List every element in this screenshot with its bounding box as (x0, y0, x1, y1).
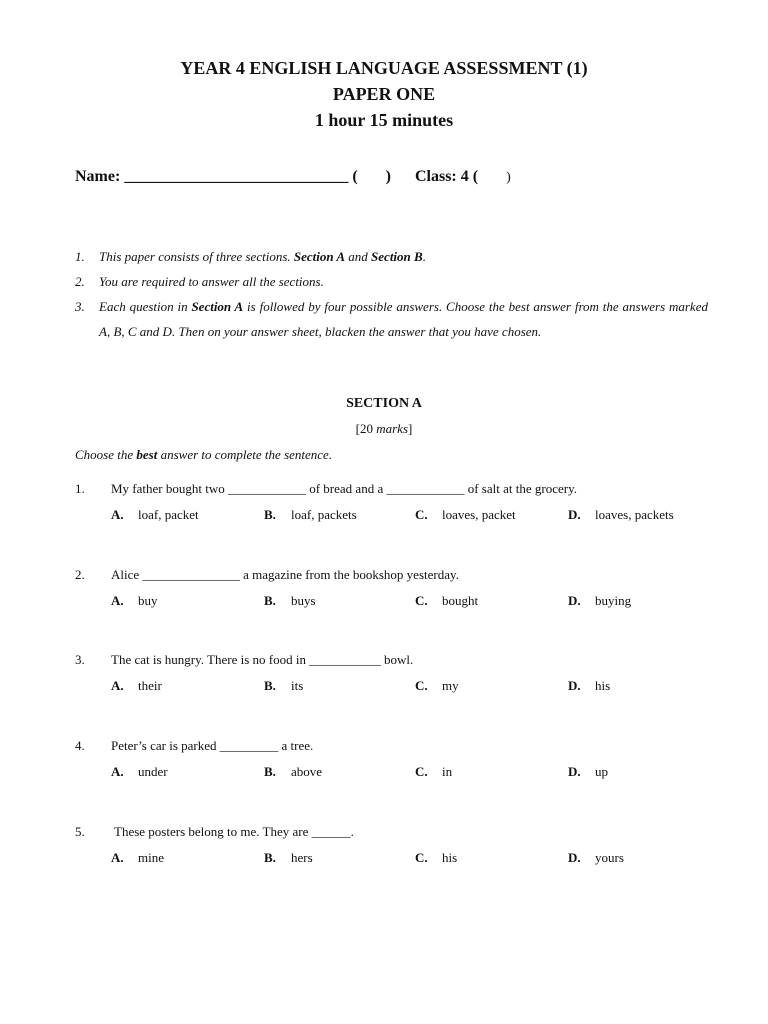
option-letter: D. (568, 850, 581, 865)
option-letter: D. (568, 593, 581, 608)
option-text: hers (291, 850, 313, 865)
duration: 1 hour 15 minutes (314, 110, 454, 130)
option-letter: C. (415, 764, 428, 779)
options-row (75, 678, 715, 696)
index-paren-open: ( (352, 168, 358, 185)
option-letter: C. (415, 593, 428, 608)
option-text: buys (291, 593, 316, 608)
instruction-bold: Section B (371, 249, 423, 264)
option-text: loaf, packet (138, 507, 199, 522)
question-number: 3. (75, 652, 85, 667)
title-block (0, 55, 768, 133)
option-text: his (595, 678, 611, 693)
question-text: These posters belong to me. They are ______. (111, 824, 354, 839)
option-b[interactable] (264, 850, 313, 866)
option-text: bought (442, 593, 479, 608)
question-item (75, 567, 715, 611)
option-letter: C. (415, 678, 428, 693)
question-text: The cat is hungry. There is no food in ___________ bowl. (111, 652, 414, 667)
index-paren-close: ) (385, 168, 391, 185)
exam-title: YEAR 4 ENGLISH LANGUAGE ASSESSMENT (1) (180, 58, 588, 78)
option-a[interactable] (111, 678, 162, 694)
instruction-text: You are required to answer all the sections. (99, 274, 324, 289)
option-text: its (291, 678, 304, 693)
question-number: 2. (75, 567, 85, 582)
option-d[interactable] (568, 507, 674, 523)
option-text: buy (138, 593, 158, 608)
question-item (75, 652, 715, 696)
marks-open: [20 (355, 421, 377, 436)
option-letter: A. (111, 850, 124, 865)
option-text: their (138, 678, 162, 693)
question-item (75, 738, 715, 782)
option-text: loaves, packet (442, 507, 516, 522)
option-letter: B. (264, 850, 276, 865)
instruction-number: 1. (75, 249, 85, 264)
option-letter: C. (415, 850, 428, 865)
option-d[interactable] (568, 764, 608, 780)
question-text: My father bought two ____________ of bread and a ____________ of salt at the grocery. (111, 481, 577, 496)
option-d[interactable] (568, 678, 610, 694)
option-letter: D. (568, 764, 581, 779)
name-blank: ____________________________ (124, 168, 349, 185)
instruction-bold: Section A (191, 299, 244, 314)
instruction-item (75, 269, 708, 294)
instruction-text-part: . (422, 249, 426, 264)
question-text: Peter’s car is parked _________ a tree. (111, 738, 314, 753)
instruction-text-part: and (345, 249, 372, 264)
directions-bold: best (136, 447, 158, 462)
options-row (75, 764, 715, 782)
option-letter: D. (568, 507, 581, 522)
option-letter: A. (111, 507, 124, 522)
option-a[interactable] (111, 764, 168, 780)
option-letter: B. (264, 593, 276, 608)
option-a[interactable] (111, 593, 158, 609)
option-d[interactable] (568, 593, 631, 609)
student-info-line (75, 168, 511, 186)
section-marks (0, 421, 768, 437)
option-text: in (442, 764, 453, 779)
option-b[interactable] (264, 593, 316, 609)
instruction-item (75, 244, 708, 269)
section-heading: SECTION A (346, 396, 422, 411)
option-c[interactable] (415, 593, 478, 609)
option-text: his (442, 850, 458, 865)
option-text: yours (595, 850, 624, 865)
option-letter: B. (264, 507, 276, 522)
option-letter: A. (111, 678, 124, 693)
option-text: above (291, 764, 323, 779)
option-b[interactable] (264, 507, 357, 523)
class-label: Class: 4 ( (414, 168, 479, 185)
option-letter: A. (111, 764, 124, 779)
option-letter: C. (415, 507, 428, 522)
instruction-text (99, 294, 708, 344)
instruction-text-part: is followed by four possible answers. Choose the best answer from the answers marked A, B, C and D. Then on your answer sheet, blacken the answer that you have chosen. (99, 299, 708, 339)
instruction-number: 2. (75, 274, 85, 289)
option-text: mine (138, 850, 164, 865)
question-number: 1. (75, 481, 85, 496)
option-text: loaves, packets (595, 507, 674, 522)
option-c[interactable] (415, 678, 459, 694)
instruction-text-part: This paper consists of three sections. (99, 249, 294, 264)
option-text: my (442, 678, 459, 693)
option-c[interactable] (415, 507, 516, 523)
question-item (75, 481, 715, 525)
option-c[interactable] (415, 850, 457, 866)
options-row (75, 507, 715, 525)
option-a[interactable] (111, 850, 164, 866)
section-directions (75, 447, 332, 463)
name-label: Name: (75, 168, 121, 185)
options-row (75, 593, 715, 611)
directions-text-part: answer to complete the sentence. (157, 447, 333, 462)
marks-close: ] (408, 421, 413, 436)
instruction-bold: Section A (293, 249, 346, 264)
options-row (75, 850, 715, 868)
question-number: 4. (75, 738, 85, 753)
instruction-text-part: Each question in (99, 299, 192, 314)
option-letter: B. (264, 764, 276, 779)
question-number: 5. (75, 824, 85, 839)
option-text: up (595, 764, 608, 779)
option-letter: B. (264, 678, 276, 693)
option-b[interactable] (264, 678, 303, 694)
paper-label: PAPER ONE (332, 84, 436, 104)
option-b[interactable] (264, 764, 322, 780)
option-text: under (138, 764, 168, 779)
instruction-item (75, 294, 708, 344)
marks-word: marks (376, 421, 409, 436)
directions-text-part: Choose the (75, 447, 137, 462)
instruction-text (99, 244, 708, 269)
option-letter: A. (111, 593, 124, 608)
option-letter: D. (568, 678, 581, 693)
option-a[interactable] (111, 507, 199, 523)
instruction-number: 3. (75, 299, 85, 314)
question-text: Alice _______________ a magazine from the bookshop yesterday. (111, 567, 459, 582)
option-text: loaf, packets (291, 507, 357, 522)
option-c[interactable] (415, 764, 452, 780)
instructions-list (75, 244, 708, 344)
option-d[interactable] (568, 850, 624, 866)
option-text: buying (595, 593, 632, 608)
question-item (75, 824, 715, 868)
class-paren-close: ) (506, 170, 511, 185)
